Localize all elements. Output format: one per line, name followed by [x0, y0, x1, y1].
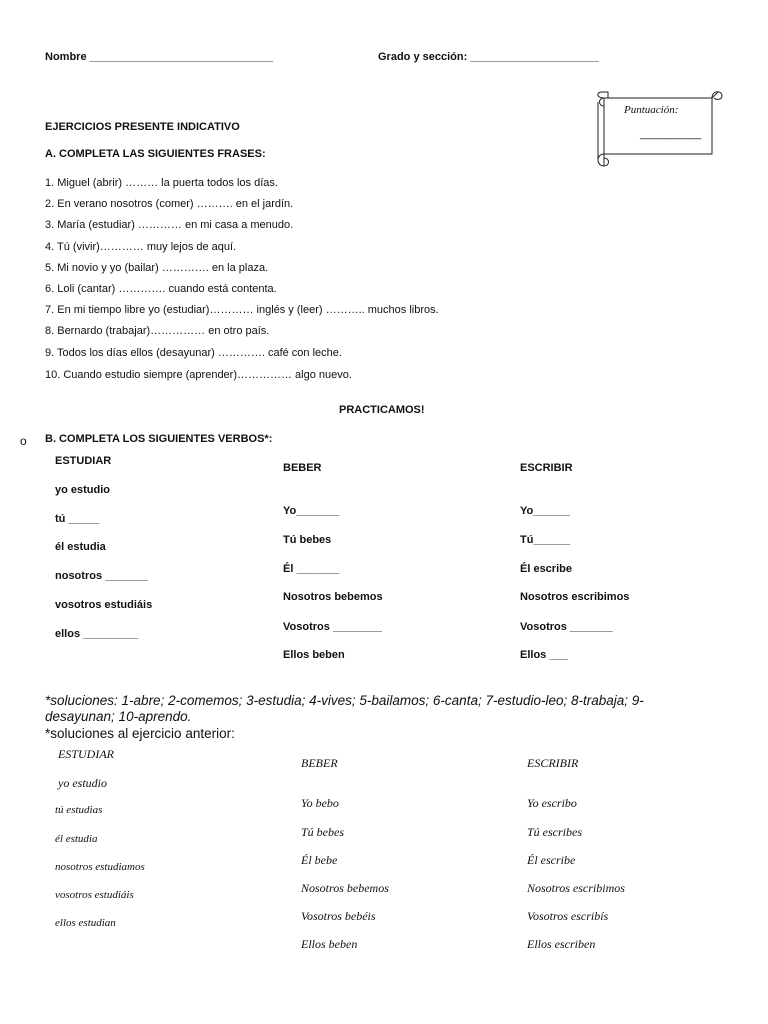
exercise-item: 2. En verano nosotros (comer) ………. en el jardín.: [45, 198, 294, 210]
sol-beber-row: Tú bebes: [301, 825, 344, 839]
sol-beber-row: Él bebe: [301, 853, 338, 867]
exercise-item: 6. Loli (cantar) …………. cuando está contenta.: [45, 283, 277, 295]
section-a-heading: A. COMPLETA LAS SIGUIENTES FRASES:: [45, 148, 266, 160]
section-b-heading: B. COMPLETA LOS SIGUIENTES VERBOS*:: [45, 433, 273, 445]
estudiar-row: él estudia: [55, 541, 106, 553]
nombre-field: Nombre ______________________________: [45, 51, 274, 63]
sol-beber-row: Yo bebo: [301, 796, 339, 810]
bullet-icon: o: [20, 434, 27, 448]
escribir-title: ESCRIBIR: [520, 462, 573, 474]
sol-escribir-row: Nosotros escribimos: [527, 881, 625, 895]
escribir-row: Vosotros _______: [520, 621, 613, 633]
beber-row: Ellos beben: [283, 649, 345, 661]
sol-estudiar-row: nosotros estudiamos: [55, 861, 145, 873]
score-label: Puntuación:: [624, 104, 679, 116]
estudiar-row: ellos _________: [55, 628, 139, 640]
exercise-item: 9. Todos los días ellos (desayunar) …………. café con leche.: [45, 347, 342, 359]
grado-seccion-field: Grado y sección: _____________________: [378, 51, 599, 63]
sol-estudiar-row: tú estudias: [55, 804, 103, 816]
estudiar-row: vosotros estudiáis: [55, 599, 153, 611]
beber-title: BEBER: [283, 462, 322, 474]
soluciones-line-1: *soluciones: 1-abre; 2-comemos; 3-estudia; 4-vives; 5-bailamos; 6-canta; 7-estudio-leo; 8-trabaja; 9-: [45, 693, 644, 708]
sol-beber-row: Nosotros bebemos: [301, 881, 389, 895]
sol-escribir-row: Yo escribo: [527, 796, 577, 810]
estudiar-row: yo estudio: [55, 484, 111, 496]
escribir-row: Él escribe: [520, 563, 572, 575]
sol-estudiar-row: él estudia: [55, 833, 98, 845]
escribir-row: Tú______: [520, 534, 571, 546]
sol-beber-row: Ellos beben: [301, 937, 358, 951]
beber-row: Tú bebes: [283, 534, 332, 546]
exercise-item: 1. Miguel (abrir) ……… la puerta todos los días.: [45, 177, 278, 189]
estudiar-title: ESTUDIAR: [55, 455, 112, 467]
exercise-item: 8. Bernardo (trabajar)…………… en otro país.: [45, 325, 270, 337]
soluciones-line-2: desayunan; 10-aprendo.: [45, 709, 192, 724]
exercise-item: 7. En mi tiempo libre yo (estudiar)………… inglés y (leer) ……….. muchos libros.: [45, 304, 439, 316]
worksheet-title: EJERCICIOS PRESENTE INDICATIVO: [45, 121, 240, 133]
sol-escribir-row: Ellos escriben: [527, 937, 596, 951]
sol-escribir-row: Él escribe: [527, 853, 576, 867]
exercise-item: 3. María (estudiar) ………… en mi casa a menudo.: [45, 219, 294, 231]
escribir-row: Ellos ___: [520, 649, 568, 661]
soluciones-line-3: *soluciones al ejercicio anterior:: [45, 726, 235, 741]
escribir-row: Yo______: [520, 505, 570, 517]
sol-estudiar-title: ESTUDIAR: [58, 747, 114, 761]
exercise-item: 10. Cuando estudio siempre (aprender)…………… algo nuevo.: [45, 369, 352, 381]
beber-row: Vosotros ________: [283, 621, 382, 633]
score-box: [594, 88, 726, 168]
sol-beber-row: Vosotros bebéis: [301, 909, 376, 923]
estudiar-row: nosotros _______: [55, 570, 148, 582]
beber-row: Nosotros bebemos: [283, 591, 383, 603]
score-line: __________: [640, 128, 702, 140]
escribir-row: Nosotros escribimos: [520, 591, 630, 603]
practicamos-heading: PRACTICAMOS!: [339, 404, 425, 416]
sol-estudiar-row: vosotros estudiáis: [55, 889, 134, 901]
estudiar-row: tú _____: [55, 513, 100, 525]
exercise-item: 4. Tú (vivir)………… muy lejos de aquí.: [45, 241, 237, 253]
sol-estudiar-row: yo estudio: [58, 776, 107, 790]
sol-escribir-row: Tú escribes: [527, 825, 582, 839]
sol-escribir-title: ESCRIBIR: [527, 756, 579, 770]
beber-row: Él _______: [283, 563, 340, 575]
sol-escribir-row: Vosotros escribís: [527, 909, 609, 923]
sol-estudiar-row: ellos estudian: [55, 917, 116, 929]
exercise-item: 5. Mi novio y yo (bailar) …………. en la plaza.: [45, 262, 269, 274]
beber-row: Yo_______: [283, 505, 340, 517]
sol-beber-title: BEBER: [301, 756, 338, 770]
